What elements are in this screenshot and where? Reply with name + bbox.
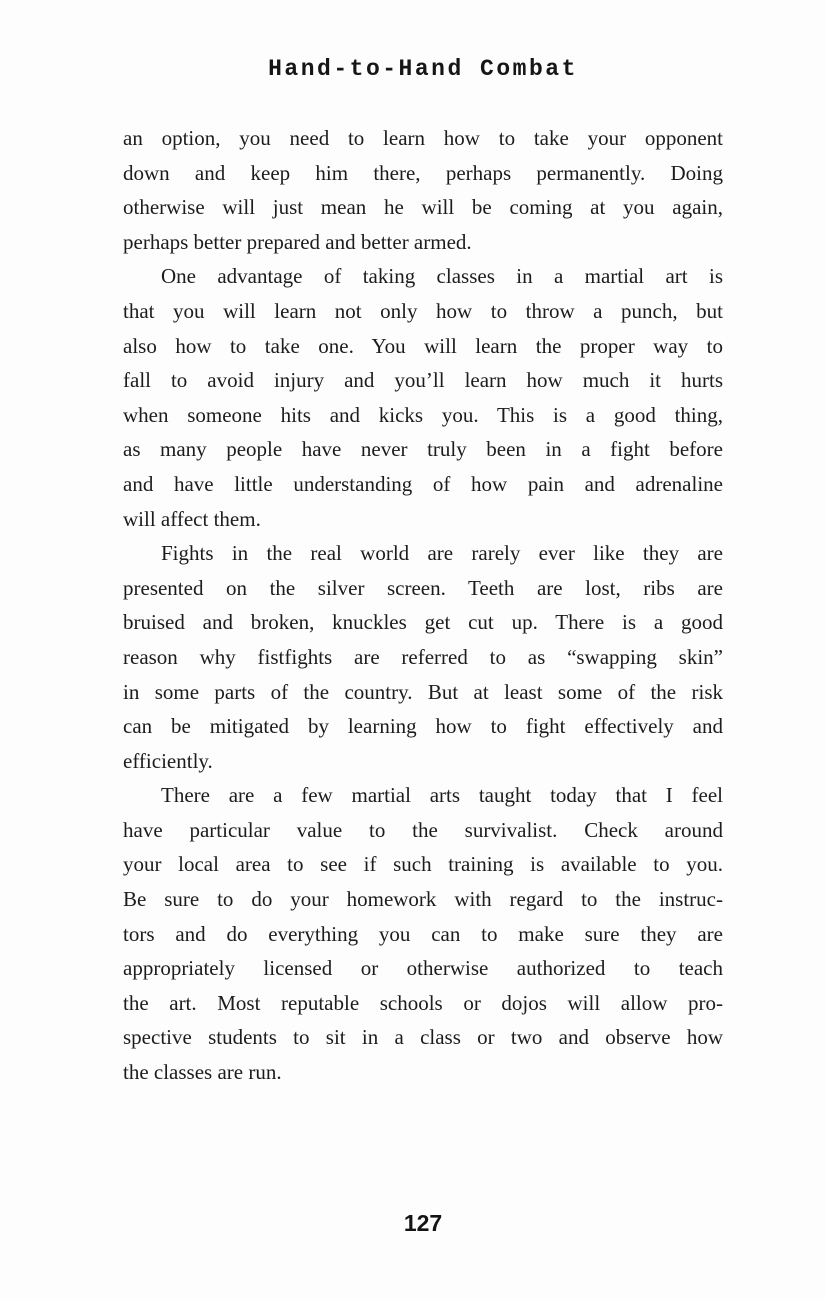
text-line: when someone hits and kicks you. This is a good thing, (123, 402, 723, 427)
page-number: 127 (403, 1210, 443, 1236)
text-line: fall to avoid injury and you’ll learn how much it hurts (123, 368, 723, 393)
paragraph (123, 778, 723, 1089)
text-line: the classes are run. (123, 1060, 282, 1085)
text-line: Fights in the real world are rarely ever like they are (161, 541, 723, 566)
paragraph (123, 536, 723, 778)
paragraph (123, 121, 723, 259)
text-line: will affect them. (123, 506, 261, 531)
text-line: an option, you need to learn how to take your opponent (123, 126, 723, 150)
text-line: as many people have never truly been in a fight before (123, 437, 723, 462)
text-line: reason why fistfights are referred to as “swapping skin” (123, 644, 723, 669)
paragraph (123, 259, 723, 536)
text-line: down and keep him there, perhaps permanently. Doing (123, 160, 723, 185)
text-line: otherwise will just mean he will be coming at you again, (123, 195, 723, 220)
text-line: spective students to sit in a class or two and observe how (123, 1025, 723, 1050)
text-line: your local area to see if such training is available to you. (123, 852, 723, 877)
text-line: appropriately licensed or otherwise authorized to teach (123, 956, 723, 981)
text-line: tors and do everything you can to make sure they are (123, 921, 723, 946)
text-line: and have little understanding of how pain and adrenaline (123, 471, 723, 496)
text-line: also how to take one. You will learn the proper way to (123, 333, 723, 358)
body-text (123, 121, 723, 1090)
text-line: the art. Most reputable schools or dojos will allow pro- (123, 990, 723, 1015)
text-line: perhaps better prepared and better armed. (123, 229, 472, 254)
text-line: bruised and broken, knuckles get cut up. There is a good (123, 610, 723, 635)
text-line: can be mitigated by learning how to fight effectively and (123, 714, 723, 739)
text-line: There are a few martial arts taught today that I feel (161, 783, 723, 808)
text-line: presented on the silver screen. Teeth are lost, ribs are (123, 575, 723, 600)
text-line: efficiently. (123, 748, 213, 773)
text-line: One advantage of taking classes in a martial art is (161, 264, 723, 289)
running-header: Hand-to-Hand Combat (268, 56, 578, 82)
text-line: have particular value to the survivalist. Check around (123, 817, 723, 842)
text-line: that you will learn not only how to throw a punch, but (123, 298, 723, 323)
text-line: in some parts of the country. But at least some of the risk (123, 679, 723, 704)
text-line: Be sure to do your homework with regard to the instruc- (123, 887, 723, 912)
